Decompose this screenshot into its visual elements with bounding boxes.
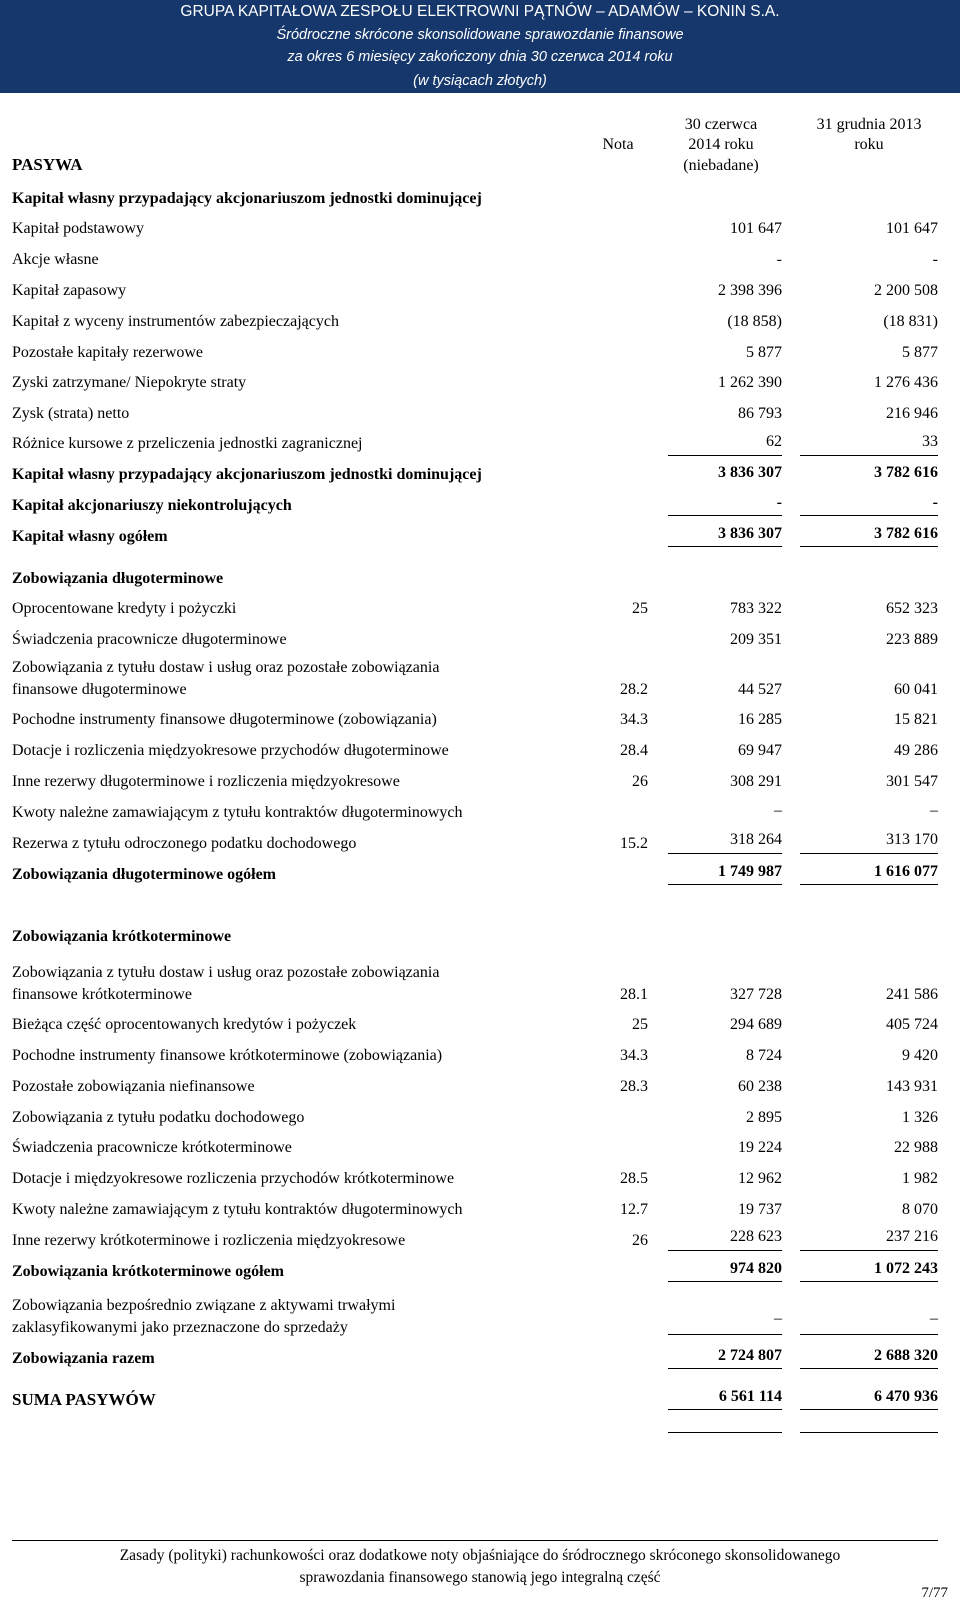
underline-rule: [668, 853, 782, 854]
row-label: Zobowiązania bezpośrednio związane z aktywami trwałymi: [12, 1297, 396, 1314]
row-value-2014: 12 962: [738, 1170, 782, 1187]
row-value-2013: 15 821: [894, 711, 938, 728]
col1-header-line2: 2014 roku: [688, 136, 754, 153]
underline-rule: [668, 1368, 782, 1369]
row-label: Dotacje i rozliczenia międzyokresowe przychodów długoterminowe: [12, 742, 449, 759]
underline-rule: [668, 455, 782, 456]
shortterm-section-heading: Zobowiązania krótkoterminowe: [12, 928, 232, 945]
row-value-2013: 1 276 436: [874, 374, 938, 391]
row-value-2014: 2 895: [746, 1109, 782, 1126]
underline-rule: [668, 1334, 782, 1335]
row-nota: 28.1: [620, 986, 648, 1003]
row-label: Pozostałe zobowiązania niefinansowe: [12, 1078, 255, 1095]
row-value-2013: 143 931: [886, 1078, 938, 1095]
row-value-2014: 294 689: [730, 1016, 782, 1033]
row-nota: 25: [632, 1016, 648, 1033]
underline-rule: [668, 546, 782, 547]
row-value-2014: 1 749 987: [718, 863, 782, 880]
row-nota: 28.2: [620, 681, 648, 698]
underline-rule: [800, 1334, 938, 1335]
report-subtitle: Śródroczne skrócone skonsolidowane sprawozdanie finansowe: [0, 24, 960, 46]
underline-rule: [800, 1250, 938, 1251]
row-label: Kwoty należne zamawiającym z tytułu kontraktów długoterminowych: [12, 1201, 463, 1218]
row-value-2013: 1 982: [902, 1170, 938, 1187]
row-label-total: Kapitał własny ogółem: [12, 528, 168, 545]
row-value-2014: 86 793: [738, 405, 782, 422]
row-value-2013: 2 200 508: [874, 282, 938, 299]
underline-rule: [800, 1281, 938, 1282]
row-label-continued: finansowe krótkoterminowe: [12, 986, 192, 1003]
row-label: Pochodne instrumenty finansowe krótkoterminowe (zobowiązania): [12, 1047, 443, 1064]
row-value-2013: –: [930, 1310, 938, 1327]
row-value-2014: 783 322: [730, 600, 782, 617]
row-nota: 34.3: [620, 1047, 648, 1064]
row-label-total: Kapitał akcjonariuszy niekontrolujących: [12, 497, 292, 514]
row-value-2014: 16 285: [738, 711, 782, 728]
row-value-2014: 60 238: [738, 1078, 782, 1095]
row-value-2013: –: [930, 802, 938, 819]
row-label-continued: finansowe długoterminowe: [12, 681, 187, 698]
row-nota: 26: [632, 1232, 648, 1249]
row-label: Świadczenia pracownicze długoterminowe: [12, 631, 287, 648]
row-value-2013: 60 041: [894, 681, 938, 698]
row-value-2013: 1 326: [902, 1109, 938, 1126]
underline-rule: [800, 853, 938, 854]
row-value-2013: 101 647: [886, 220, 938, 237]
footer-note-line1: Zasady (polityki) rachunkowości oraz dodatkowe noty objaśniające do śródrocznego skróconego skonsolidowanego: [119, 1547, 841, 1564]
row-value-2013: 405 724: [886, 1016, 938, 1033]
row-value-2013: (18 831): [883, 313, 938, 330]
row-value-2013: 8 070: [902, 1201, 938, 1218]
footer-rule: [12, 1540, 938, 1541]
row-value-2014: 228 623: [730, 1228, 782, 1245]
row-value-2013: 313 170: [886, 831, 938, 848]
row-value-2014: (18 858): [727, 313, 782, 330]
row-label-total: Zobowiązania krótkoterminowe ogółem: [12, 1263, 284, 1280]
col2-header-line2: roku: [854, 136, 884, 153]
row-value-2013: 216 946: [886, 405, 938, 422]
row-nota: 28.4: [620, 742, 648, 759]
row-label: Inne rezerwy krótkoterminowe i rozliczenia międzyokresowe: [12, 1232, 406, 1249]
row-nota: 15.2: [620, 835, 648, 852]
row-value-2013: 33: [922, 433, 938, 450]
underline-rule: [668, 515, 782, 516]
row-label: Kapitał podstawowy: [12, 220, 144, 237]
row-label-total: Zobowiązania razem: [12, 1350, 155, 1367]
double-underline-rule: [668, 1432, 782, 1433]
row-label: Kapitał z wyceny instrumentów zabezpieczających: [12, 313, 339, 330]
row-value-2014: 44 527: [738, 681, 782, 698]
row-label-total: Kapitał własny przypadający akcjonariuszom jednostki dominującej: [12, 466, 482, 483]
row-label-total: Zobowiązania długoterminowe ogółem: [12, 866, 276, 883]
row-label-grand-total: SUMA PASYWÓW: [12, 1390, 156, 1409]
row-label: Zyski zatrzymane/ Niepokryte straty: [12, 374, 247, 391]
row-label: Pozostałe kapitały rezerwowe: [12, 344, 204, 361]
row-label: Rezerwa z tytułu odroczonego podatku dochodowego: [12, 835, 357, 852]
row-label: Oprocentowane kredyty i pożyczki: [12, 600, 237, 617]
footer-note-line2: sprawozdania finansowego stanowią jego integralną część: [299, 1569, 661, 1586]
row-value-2013: 1 072 243: [874, 1260, 938, 1277]
underline-rule: [668, 1250, 782, 1251]
row-value-2014: 1 262 390: [718, 374, 782, 391]
row-value-2013: 9 420: [902, 1047, 938, 1064]
row-label-continued: zaklasyfikowanymi jako przeznaczone do sprzedaży: [12, 1319, 348, 1336]
underline-rule: [800, 884, 938, 885]
underline-rule: [668, 884, 782, 885]
row-value-2013: -: [932, 494, 938, 511]
row-nota: 28.3: [620, 1078, 648, 1095]
row-nota: 12.7: [620, 1201, 648, 1218]
row-value-2013: 3 782 616: [874, 464, 938, 481]
row-value-2013: 49 286: [894, 742, 938, 759]
row-value-2014: 62: [766, 433, 782, 450]
report-period: za okres 6 miesięcy zakończony dnia 30 czerwca 2014 roku: [0, 46, 960, 69]
row-value-2013: 6 470 936: [874, 1388, 938, 1405]
row-nota: 25: [632, 600, 648, 617]
row-value-2014: 327 728: [730, 986, 782, 1003]
underline-rule: [800, 1409, 938, 1410]
row-value-2013: 652 323: [886, 600, 938, 617]
row-value-2013: 22 988: [894, 1139, 938, 1156]
row-value-2014: 5 877: [746, 344, 782, 361]
row-value-2014: –: [774, 1310, 782, 1327]
row-label: Inne rezerwy długoterminowe i rozliczenia międzyokresowe: [12, 773, 400, 790]
row-label: Zysk (strata) netto: [12, 405, 130, 422]
row-value-2013: 223 889: [886, 631, 938, 648]
row-value-2013: 241 586: [886, 986, 938, 1003]
col1-header-line3: (niebadane): [683, 157, 759, 174]
col1-header-line1: 30 czerwca: [684, 116, 758, 133]
double-underline-rule: [800, 1432, 938, 1433]
row-value-2014: 318 264: [730, 831, 782, 848]
section-title-pasywa: PASYWA: [12, 155, 83, 174]
underline-rule: [800, 1368, 938, 1369]
row-value-2014: 209 351: [730, 631, 782, 648]
row-label: Zobowiązania z tytułu dostaw i usług oraz pozostałe zobowiązania: [12, 659, 440, 676]
row-value-2014: 3 836 307: [718, 464, 782, 481]
row-value-2014: -: [776, 251, 782, 268]
row-label: Akcje własne: [12, 251, 99, 268]
underline-rule: [800, 515, 938, 516]
row-value-2013: 237 216: [886, 1228, 938, 1245]
row-label: Pochodne instrumenty finansowe długoterminowe (zobowiązania): [12, 711, 437, 728]
row-value-2014: 19 737: [738, 1201, 782, 1218]
nota-column-header: Nota: [602, 136, 634, 153]
row-label: Świadczenia pracownicze krótkoterminowe: [12, 1139, 292, 1156]
row-value-2014: 3 836 307: [718, 525, 782, 542]
row-value-2014: 2 724 807: [718, 1347, 782, 1364]
row-value-2014: 69 947: [738, 742, 782, 759]
row-value-2014: 2 398 396: [718, 282, 782, 299]
col2-header-line1: 31 grudnia 2013: [816, 116, 922, 133]
row-value-2014: -: [776, 494, 782, 511]
equity-section-heading: Kapitał własny przypadający akcjonariuszom jednostki dominującej: [12, 190, 482, 207]
row-value-2013: 1 616 077: [874, 863, 938, 880]
row-value-2014: 101 647: [730, 220, 782, 237]
row-value-2013: 2 688 320: [874, 1347, 938, 1364]
underline-rule: [800, 455, 938, 456]
longterm-section-heading: Zobowiązania długoterminowe: [12, 570, 224, 587]
row-value-2013: -: [932, 251, 938, 268]
row-value-2014: 8 724: [746, 1047, 782, 1064]
row-value-2013: 5 877: [902, 344, 938, 361]
row-value-2014: 6 561 114: [718, 1388, 782, 1405]
row-label: Kwoty należne zamawiającym z tytułu kontraktów długoterminowych: [12, 804, 463, 821]
page-number: 7/77: [921, 1585, 948, 1601]
row-value-2013: 3 782 616: [874, 525, 938, 542]
report-company-title: GRUPA KAPITAŁOWA ZESPOŁU ELEKTROWNI PĄTNÓW – ADAMÓW – KONIN S.A.: [0, 0, 960, 24]
row-label: Zobowiązania z tytułu dostaw i usług oraz pozostałe zobowiązania: [12, 964, 440, 981]
report-units: (w tysiącach złotych): [0, 69, 960, 93]
row-label: Bieżąca część oprocentowanych kredytów i pożyczek: [12, 1016, 357, 1033]
row-nota: 26: [632, 773, 648, 790]
row-label: Dotacje i międzyokresowe rozliczenia przychodów krótkoterminowe: [12, 1170, 455, 1187]
row-nota: 34.3: [620, 711, 648, 728]
row-label: Zobowiązania z tytułu podatku dochodowego: [12, 1109, 305, 1126]
row-label: Kapitał zapasowy: [12, 282, 127, 299]
row-value-2014: 308 291: [730, 773, 782, 790]
underline-rule: [668, 1409, 782, 1410]
row-value-2014: 974 820: [730, 1260, 782, 1277]
row-value-2013: 301 547: [886, 773, 938, 790]
row-label: Różnice kursowe z przeliczenia jednostki zagranicznej: [12, 435, 363, 452]
row-value-2014: 19 224: [738, 1139, 782, 1156]
underline-rule: [668, 1281, 782, 1282]
row-value-2014: –: [774, 802, 782, 819]
row-nota: 28.5: [620, 1170, 648, 1187]
underline-rule: [800, 546, 938, 547]
